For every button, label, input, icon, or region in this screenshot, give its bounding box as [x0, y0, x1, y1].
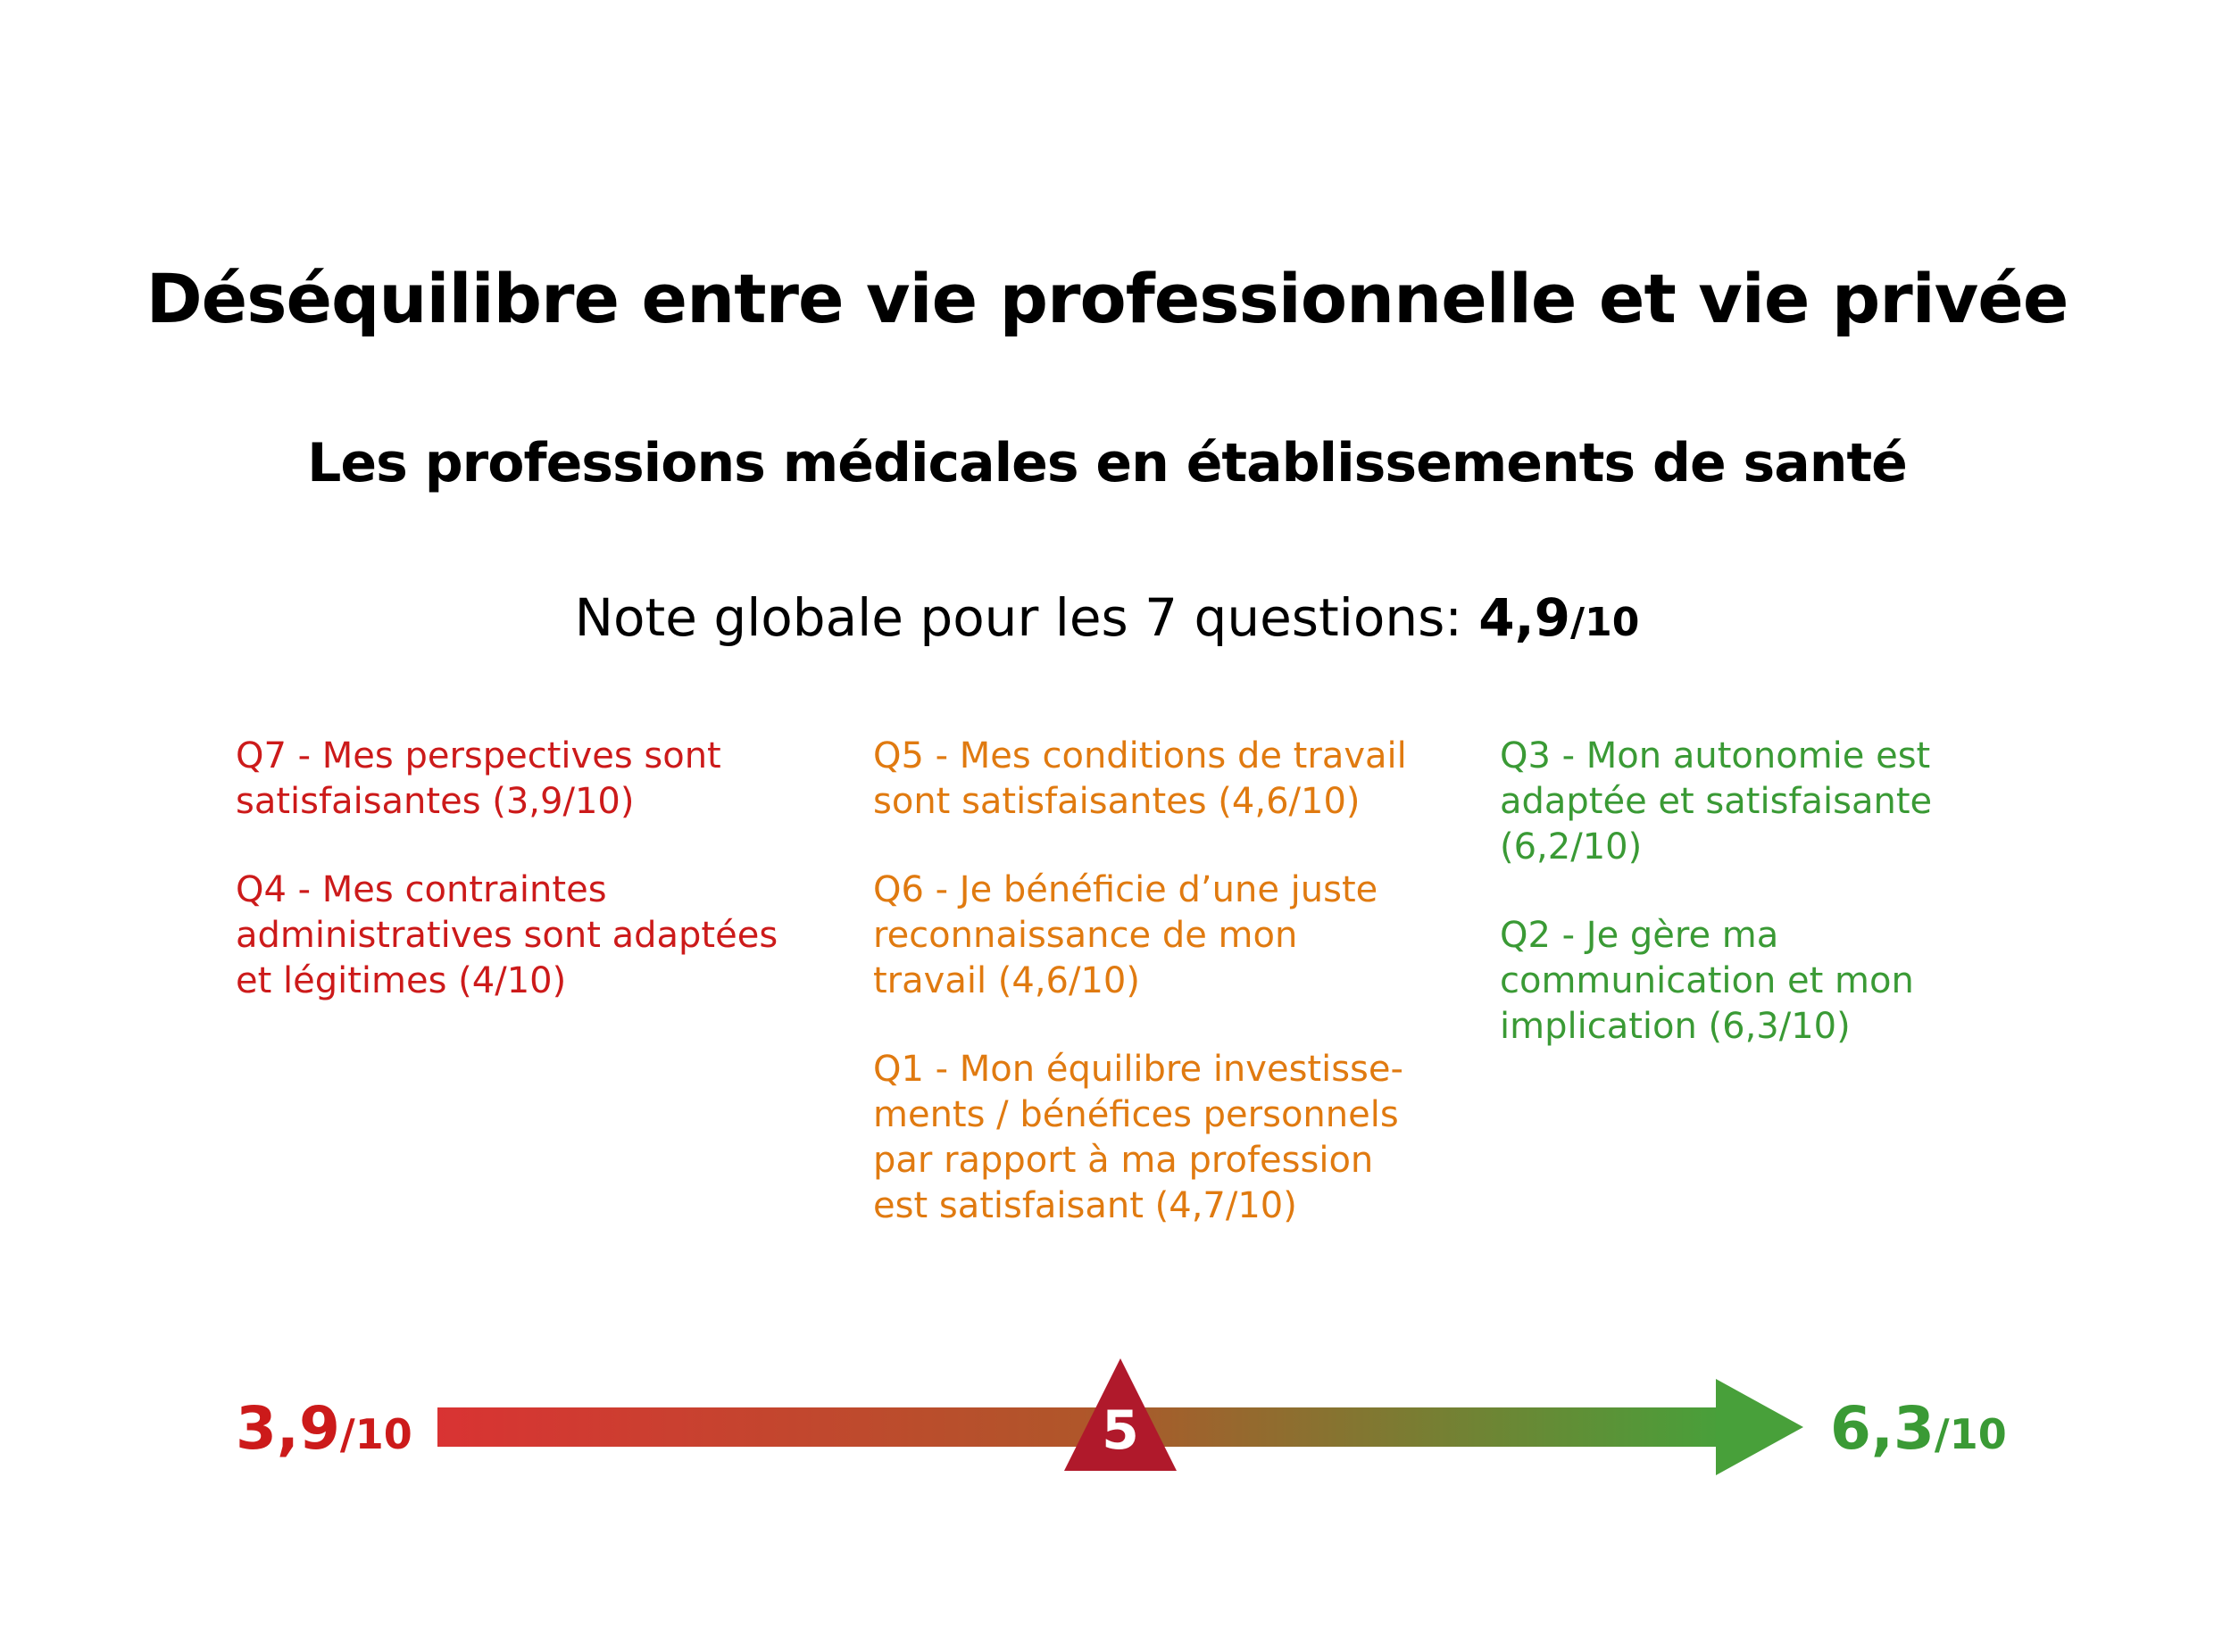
scale-min-label: [236, 1394, 412, 1463]
scale-max-label: [1830, 1394, 2007, 1463]
high-score-column: [1500, 734, 2035, 1092]
question-item: Q2 - Je gère ma communication et mon implication (6,3/10): [1500, 915, 1914, 1047]
arrow-head: [1716, 1379, 1803, 1475]
scale-min-denominator: /10: [339, 1410, 412, 1458]
page-subtitle: Les professions médicales en établissements de santé: [307, 432, 1907, 494]
global-score-denominator: /10: [1570, 600, 1640, 645]
question-item: Q4 - Mes contraintes administratives sont adaptées et légitimes (4/10): [236, 869, 778, 1001]
page-title: Déséquilibre entre vie professionnelle et vie privée: [146, 259, 2068, 338]
question-item: Q3 - Mon autonomie est adaptée et satisfaisante (6,2/10): [1500, 735, 1933, 868]
scale-min-value: 3,9: [236, 1394, 340, 1463]
question-item: Q7 - Mes perspectives sont satisfaisantes (3,9/10): [236, 735, 721, 822]
scale-max-value: 6,3: [1830, 1394, 1935, 1463]
low-score-column: [236, 734, 789, 1047]
scale-max-denominator: /10: [1934, 1410, 2007, 1458]
question-item: Q1 - Mon équilibre investisse-ments / bénéfices personnels par rapport à ma profession est satisfaisant (4,7/10): [873, 1049, 1403, 1226]
global-score-line: [0, 587, 2214, 648]
global-score-value: 4,9: [1478, 587, 1571, 648]
midpoint-label: 5: [1102, 1399, 1139, 1462]
question-item: Q5 - Mes conditions de travail sont satisfaisantes (4,6/10): [873, 735, 1407, 822]
mid-score-column: [873, 734, 1409, 1272]
question-item: Q6 - Je bénéficie d’une juste reconnaissance de mon travail (4,6/10): [873, 869, 1378, 1001]
global-score-label: Note globale pour les 7 questions:: [574, 587, 1479, 648]
